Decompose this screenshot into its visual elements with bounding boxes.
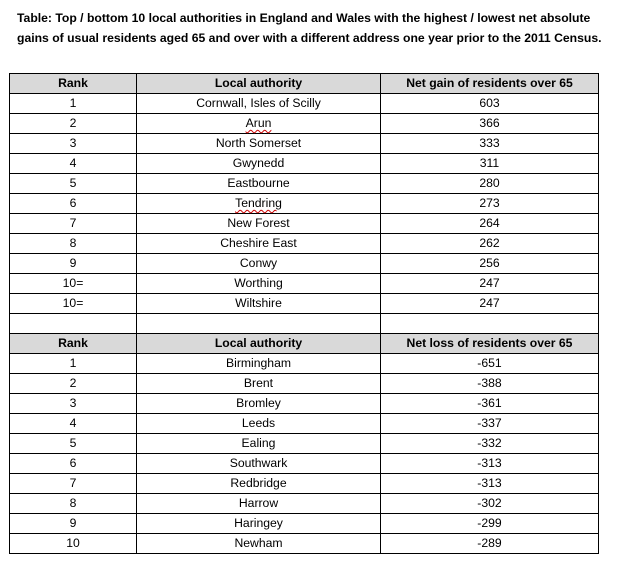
authority-cell: North Somerset bbox=[137, 134, 381, 154]
gains-header-row bbox=[10, 74, 599, 94]
value-cell: 366 bbox=[381, 114, 599, 134]
empty-cell bbox=[381, 314, 599, 334]
rank-cell: 8 bbox=[10, 494, 137, 514]
rank-cell: 6 bbox=[10, 194, 137, 214]
authority-cell: Eastbourne bbox=[137, 174, 381, 194]
value-cell: 603 bbox=[381, 94, 599, 114]
rank-cell: 5 bbox=[10, 174, 137, 194]
census-table bbox=[9, 73, 599, 554]
value-cell: -313 bbox=[381, 454, 599, 474]
rank-cell: 1 bbox=[10, 94, 137, 114]
rank-cell: 1 bbox=[10, 354, 137, 374]
losses-header-rank: Rank bbox=[10, 334, 137, 354]
losses-header-value: Net loss of residents over 65 bbox=[381, 334, 599, 354]
table-row bbox=[10, 234, 599, 254]
value-cell: 273 bbox=[381, 194, 599, 214]
table-row bbox=[10, 514, 599, 534]
empty-cell bbox=[10, 314, 137, 334]
rank-cell: 2 bbox=[10, 114, 137, 134]
authority-cell: Newham bbox=[137, 534, 381, 554]
rank-cell: 10 bbox=[10, 534, 137, 554]
rank-cell: 5 bbox=[10, 434, 137, 454]
table-row bbox=[10, 374, 599, 394]
table-row bbox=[10, 454, 599, 474]
value-cell: 311 bbox=[381, 154, 599, 174]
table-row bbox=[10, 154, 599, 174]
rank-cell: 6 bbox=[10, 454, 137, 474]
empty-cell bbox=[137, 314, 381, 334]
rank-cell: 3 bbox=[10, 134, 137, 154]
value-cell: -361 bbox=[381, 394, 599, 414]
rank-cell: 2 bbox=[10, 374, 137, 394]
spacer-row bbox=[10, 314, 599, 334]
census-table-body bbox=[10, 74, 599, 554]
losses-header-row bbox=[10, 334, 599, 354]
table-row bbox=[10, 274, 599, 294]
table-row bbox=[10, 414, 599, 434]
value-cell: -651 bbox=[381, 354, 599, 374]
rank-cell: 10= bbox=[10, 274, 137, 294]
authority-cell: Harrow bbox=[137, 494, 381, 514]
authority-cell: Worthing bbox=[137, 274, 381, 294]
gains-header-value: Net gain of residents over 65 bbox=[381, 74, 599, 94]
rank-cell: 10= bbox=[10, 294, 137, 314]
table-row bbox=[10, 114, 599, 134]
gains-header-authority: Local authority bbox=[137, 74, 381, 94]
table-row bbox=[10, 394, 599, 414]
authority-cell: Ealing bbox=[137, 434, 381, 454]
rank-cell: 3 bbox=[10, 394, 137, 414]
value-cell: -299 bbox=[381, 514, 599, 534]
rank-cell: 9 bbox=[10, 514, 137, 534]
value-cell: 264 bbox=[381, 214, 599, 234]
rank-cell: 9 bbox=[10, 254, 137, 274]
table-row bbox=[10, 294, 599, 314]
authority-cell: Brent bbox=[137, 374, 381, 394]
authority-cell: Redbridge bbox=[137, 474, 381, 494]
value-cell: 280 bbox=[381, 174, 599, 194]
table-row bbox=[10, 134, 599, 154]
table-row bbox=[10, 194, 599, 214]
value-cell: 333 bbox=[381, 134, 599, 154]
authority-cell: Leeds bbox=[137, 414, 381, 434]
table-row bbox=[10, 354, 599, 374]
authority-cell: Southwark bbox=[137, 454, 381, 474]
value-cell: -388 bbox=[381, 374, 599, 394]
authority-cell: Wiltshire bbox=[137, 294, 381, 314]
value-cell: 256 bbox=[381, 254, 599, 274]
value-cell: -337 bbox=[381, 414, 599, 434]
authority-cell: Gwynedd bbox=[137, 154, 381, 174]
rank-cell: 8 bbox=[10, 234, 137, 254]
value-cell: 247 bbox=[381, 294, 599, 314]
table-row bbox=[10, 214, 599, 234]
table-row bbox=[10, 534, 599, 554]
authority-cell: Haringey bbox=[137, 514, 381, 534]
rank-cell: 4 bbox=[10, 154, 137, 174]
gains-header-rank: Rank bbox=[10, 74, 137, 94]
authority-cell bbox=[137, 194, 381, 214]
authority-cell bbox=[137, 114, 381, 134]
table-row bbox=[10, 434, 599, 454]
table-row bbox=[10, 494, 599, 514]
table-caption: Table: Top / bottom 10 local authorities in England and Wales with the highest / lowest net absolute gains of usual residents aged 65 and over with a different address one year prior to the 2011 Census. bbox=[17, 11, 602, 45]
authority-cell: Birmingham bbox=[137, 354, 381, 374]
losses-header-authority: Local authority bbox=[137, 334, 381, 354]
rank-cell: 7 bbox=[10, 214, 137, 234]
spellcheck-underlined-text: Arun bbox=[245, 116, 272, 130]
authority-cell: Bromley bbox=[137, 394, 381, 414]
value-cell: -332 bbox=[381, 434, 599, 454]
table-row bbox=[10, 94, 599, 114]
rank-cell: 7 bbox=[10, 474, 137, 494]
table-row bbox=[10, 474, 599, 494]
spellcheck-underlined-text: Tendring bbox=[235, 196, 282, 210]
value-cell: -302 bbox=[381, 494, 599, 514]
value-cell: -289 bbox=[381, 534, 599, 554]
authority-cell: Cornwall, Isles of Scilly bbox=[137, 94, 381, 114]
authority-cell: New Forest bbox=[137, 214, 381, 234]
table-row bbox=[10, 174, 599, 194]
value-cell: -313 bbox=[381, 474, 599, 494]
authority-cell: Conwy bbox=[137, 254, 381, 274]
rank-cell: 4 bbox=[10, 414, 137, 434]
value-cell: 247 bbox=[381, 274, 599, 294]
authority-cell: Cheshire East bbox=[137, 234, 381, 254]
table-row bbox=[10, 254, 599, 274]
value-cell: 262 bbox=[381, 234, 599, 254]
